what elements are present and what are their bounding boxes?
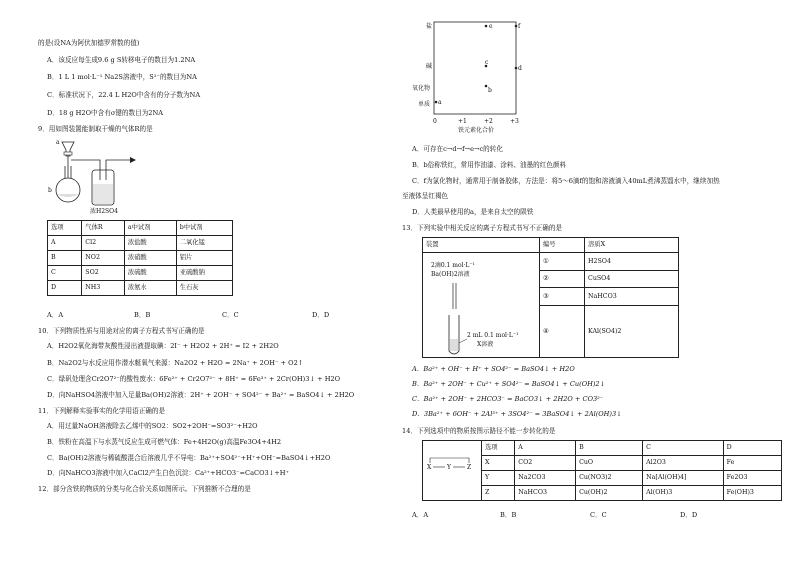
table-cell: Cu(OH)2 (576, 486, 643, 501)
q10-option-b: B．Na2O2与水反应用作潜水艇氧气来源：Na2O2 + H2O = 2Na⁺ + 2OH⁻ + O2↑ (47, 359, 304, 367)
q9-option-a: A．A (47, 311, 64, 319)
table-header: C (643, 441, 723, 456)
table-cell: Z (482, 486, 515, 501)
q12-option-c-cont: 至液体呈红褐色 (402, 192, 449, 200)
y-label-salt: 盐 (426, 23, 433, 30)
table-cell: NaHCO3 (585, 288, 679, 306)
table-cell: ① (540, 253, 585, 271)
table-cell: Y (482, 471, 515, 486)
q11-stem: 11．下列解释实验事实的化学用语正确的是 (38, 407, 166, 415)
table-cell: CuO (576, 456, 643, 471)
table-cell: A (48, 236, 82, 251)
q12-stem: 12．部分含铁的物质的分类与化合价关系如图所示。下列推断不合理的是 (38, 485, 251, 493)
y-label-base: 碱 (426, 63, 433, 70)
x-tick: +2 (484, 118, 493, 125)
q8-option-a: A．该反应每生成9.6 g S转移电子的数目为1.2NA (47, 56, 196, 64)
table-header: 选项 (48, 221, 82, 236)
table-cell: 铝片 (176, 251, 232, 266)
table-header: 溶质X (585, 238, 679, 253)
q9-option-c: C．C (222, 311, 239, 319)
q8-option-b: B．1 L 1 mol·L⁻¹ Na2S溶液中，S²⁻的数目为NA (47, 73, 197, 81)
point-label: f (518, 23, 521, 30)
iron-valence-chart (412, 20, 532, 140)
q9-option-d: D．D (312, 311, 330, 319)
solution-label-1: 2 mL 0.1 mol·L⁻¹ (467, 332, 519, 339)
table-cell: 浓氨水 (124, 281, 176, 296)
q8-option-c: C．标准状况下，22.4 L H2O中含有的分子数为NA (47, 91, 201, 99)
table-row (423, 253, 679, 271)
q14-xyz-cycle-diagram (423, 455, 475, 485)
table-cell: X (482, 456, 515, 471)
x-tick: +1 (458, 118, 467, 125)
q14-stem: 14．下列选项中的物质按图示路径不能一步转化的是 (402, 427, 556, 435)
table-row (48, 281, 233, 296)
table-cell: Fe2O3 (723, 471, 781, 486)
table-cell: Cl2 (82, 236, 125, 251)
table-cell: 浓硫酸 (124, 266, 176, 281)
table-cell: B (48, 251, 82, 266)
q14-option-a: A．A (412, 511, 429, 519)
point-label: e (489, 23, 493, 30)
point-label: d (518, 65, 522, 72)
q14-option-b: B．B (500, 511, 517, 519)
q11-option-a: A．用过量NaOH溶液除去乙烯中的SO2：SO2+2OH⁻=SO3²⁻+H2O (47, 422, 258, 430)
table-header: D (723, 441, 781, 456)
table-cell: ③ (540, 288, 585, 306)
drop-label-1: 2滴0.1 mol·L⁻¹ (431, 262, 475, 269)
q9-option-b: B．B (134, 311, 151, 319)
q13-option-c: C．Ba²⁺ + 2OH⁻ + 2HCO3⁻ = BaCO3↓ + 2H2O + CO3²⁻ (412, 395, 604, 403)
table-cell: D (48, 281, 82, 296)
q13-apparatus-cell (423, 253, 540, 358)
table-header-row (423, 441, 782, 456)
table-cell: 二氧化锰 (176, 236, 232, 251)
table-row (48, 266, 233, 281)
q13-test-tube-diagram (423, 253, 533, 357)
table-cell: NH3 (82, 281, 125, 296)
point-label: b (488, 87, 492, 94)
q14-table (422, 440, 782, 501)
q13-option-b: B．Ba²⁺ + 2OH⁻ + Cu²⁺ + SO4²⁻ = BaSO4↓ + Cu(OH)2↓ (412, 380, 606, 388)
x-axis-title: 铁元素化合价 (458, 127, 495, 134)
solution-label-2: X溶液 (477, 341, 494, 348)
table-cell: ② (540, 270, 585, 288)
table-header: a中试剂 (124, 221, 176, 236)
table-cell: Na2CO3 (515, 471, 576, 486)
table-header-row (48, 221, 233, 236)
table-cell: ④ (540, 305, 585, 358)
table-cell: CO2 (515, 456, 576, 471)
q10-option-c: C．绿矾处理含Cr2O7²⁻的酸性废水：6Fe²⁺ + Cr2O7²⁻ + 8H⁺ = 6Fe³⁺ + 2Cr(OH)3↓ + H2O (47, 375, 341, 383)
table-header: 装置 (423, 238, 540, 253)
table-cell: NO2 (82, 251, 125, 266)
table-cell: Cu(NO3)2 (576, 471, 643, 486)
q9-apparatus-diagram (44, 140, 144, 215)
table-cell: C (48, 266, 82, 281)
q14-option-c: C．C (590, 511, 607, 519)
table-cell: 亚硫酸钠 (176, 266, 232, 281)
q14-option-d: D．D (680, 511, 698, 519)
q10-option-d: D．向NaHSO4溶液中加入足量Ba(OH)2溶液：2H⁺ + 2OH⁻ + SO4²⁻ + Ba²⁺ = BaSO4↓ + 2H2O (47, 391, 355, 399)
q14-diagram-cell (423, 441, 482, 501)
bottle-label: 浓H2SO4 (90, 208, 118, 215)
drop-label-2: Ba(OH)2溶液 (431, 271, 470, 278)
flask-b-label: b (48, 187, 52, 194)
q11-option-b: B．铁粉在高温下与水蒸气反应生成可燃气体：Fe+4H2O(g)高温Fe3O4+4H2 (47, 438, 282, 446)
q13-option-a: A．Ba²⁺ + OH⁻ + H⁺ + SO4²⁻ = BaSO4↓ + H2O (412, 365, 575, 373)
q8-option-d: D．18 g H2O中含有σ键的数目为2NA (47, 109, 164, 117)
table-header: B (576, 441, 643, 456)
table-cell: CuSO4 (585, 270, 679, 288)
table-cell: 浓盐酸 (124, 236, 176, 251)
q12-option-d: D．人类最早使用的a，是来自太空的陨铁 (412, 208, 534, 216)
point-label: a (438, 99, 442, 106)
q11-option-c: C．Ba(OH)2溶液与稀硫酸混合后溶液几乎不导电：Ba²⁺+SO4²⁻+H⁺+OH⁻=BaSO4↓+H2O (47, 454, 331, 462)
table-header: 编号 (540, 238, 585, 253)
x-tick: +3 (510, 118, 519, 125)
table-cell: Fe (723, 456, 781, 471)
table-cell: Al(OH)3 (643, 486, 723, 501)
table-cell: KAl(SO4)2 (585, 305, 679, 358)
table-cell: SO2 (82, 266, 125, 281)
table-header-row (423, 238, 679, 253)
table-cell: H2SO4 (585, 253, 679, 271)
table-cell: Al2O3 (643, 456, 723, 471)
q12-option-a: A．可存在c→d→f→e→c的转化 (412, 145, 503, 153)
flask-a-label: a (56, 139, 60, 146)
x-tick: 0 (433, 118, 437, 125)
node-z: Z (467, 464, 472, 471)
table-cell: NaHCO3 (515, 486, 576, 501)
table-cell: Na[Al(OH)4] (643, 471, 723, 486)
table-header: 选项 (482, 441, 515, 456)
table-row (48, 236, 233, 251)
table-cell: Fe(OH)3 (723, 486, 781, 501)
q12-option-c: C．f为氯化物时，通常用于制备胶体，方法是：将5～6滴f的饱和溶液滴入40mL煮沸蒸馏水中，继续加热 (412, 177, 720, 185)
table-cell: 浓硝酸 (124, 251, 176, 266)
point-label: c (485, 59, 489, 66)
y-label-element: 单质 (418, 101, 431, 108)
node-y: Y (447, 464, 451, 471)
table-header: 气体R (82, 221, 125, 236)
q13-table (422, 237, 679, 358)
table-header: b中试剂 (176, 221, 232, 236)
q13-stem: 13．下列实验中相关反应的离子方程式书写不正确的是 (402, 224, 563, 232)
y-label-oxide: 氧化物 (412, 85, 431, 92)
table-row (48, 251, 233, 266)
q8-intro: 的是(设NA为阿伏加德罗常数的值) (38, 39, 140, 47)
table-cell: 生石灰 (176, 281, 232, 296)
q13-option-d: D．3Ba²⁺ + 6OH⁻ + 2Al³⁺ + 3SO4²⁻ = 3BaSO4↓ + 2Al(OH)3↓ (412, 410, 622, 418)
q12-option-b: B．b俗称铁红，常用作油漆、涂料、油墨的红色颜料 (412, 161, 567, 169)
q9-stem: 9．用如图装置能制取干燥的气体R的是 (38, 125, 153, 133)
node-x: X (427, 464, 432, 471)
q9-table (47, 220, 233, 296)
table-header: A (515, 441, 576, 456)
q11-option-d: D．向NaHCO3溶液中加入CaCl2产生白色沉淀：Ca²⁺+HCO3⁻=CaCO3↓+H⁺ (47, 469, 289, 477)
q10-option-a: A．H2O2氧化海带灰酸性浸出液提取碘：2I⁻ + H2O2 + 2H⁺ = I2 + 2H2O (47, 342, 279, 350)
q10-stem: 10．下列物质性质与用途对应的离子方程式书写正确的是 (38, 327, 205, 335)
